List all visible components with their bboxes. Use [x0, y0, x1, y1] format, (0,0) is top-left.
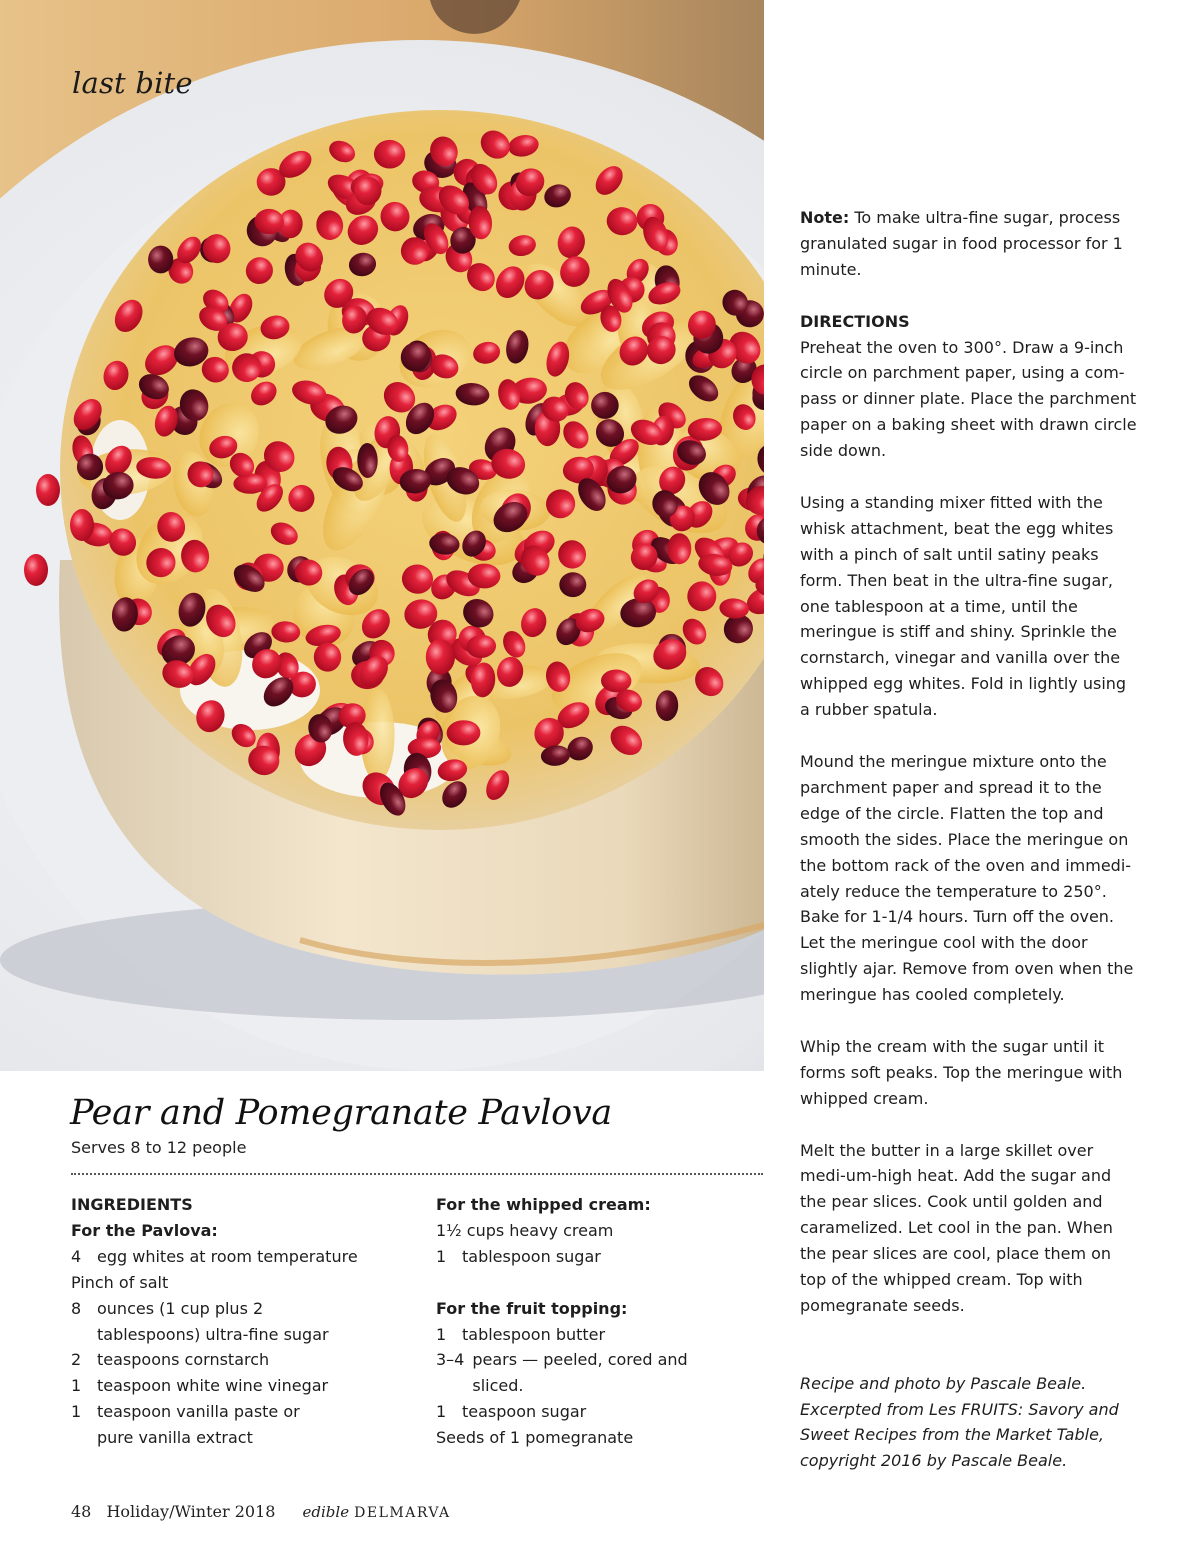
direction-step: Whip the cream with the sugar until it forms soft peaks. Top the meringue with whipped cream.	[800, 1036, 1123, 1108]
magazine-name: DELMARVA	[354, 1505, 451, 1521]
ingredient-item	[436, 1244, 756, 1270]
ingredient-item	[71, 1399, 416, 1451]
ingredient-qty: 1	[71, 1376, 82, 1396]
pomegranate-seed	[77, 454, 103, 481]
ingredients-column-middle	[436, 1192, 756, 1451]
dotted-divider	[71, 1173, 763, 1175]
recipe-title: Pear and Pomegranate Pavlova	[70, 1093, 612, 1133]
issue-label: Holiday/Winter 2018	[106, 1502, 276, 1521]
cream-subheading: For the whipped cream:	[436, 1195, 651, 1214]
page-footer	[71, 1502, 451, 1521]
ingredient-item	[436, 1322, 756, 1348]
recipe-serves: Serves 8 to 12 people	[71, 1138, 247, 1157]
ingredient-item	[71, 1373, 416, 1399]
ingredient-qty: 1	[71, 1402, 82, 1422]
ingredient-qty: 1	[436, 1324, 447, 1344]
ingredient-text: tablespoon sugar	[462, 1246, 601, 1266]
ingredients-column-left	[71, 1192, 416, 1451]
ingredient-text: teaspoon white wine vinegar	[97, 1376, 329, 1396]
ingredient-text: teaspoon vanilla paste or pure vanilla extract	[97, 1402, 300, 1448]
ingredient-qty: 2	[71, 1350, 82, 1370]
magazine-edible: edible	[302, 1503, 350, 1521]
recipe-credit: Recipe and photo by Pascale Beale. Excerpted from Les FRUITS: Savory and Sweet Recipes from the Market Table, copyright 2016 by Pascale Beale.	[800, 1373, 1119, 1471]
ingredient-item	[436, 1347, 756, 1399]
topping-subheading: For the fruit topping:	[436, 1298, 628, 1318]
ingredient-item	[436, 1218, 756, 1244]
pomegranate-seed	[148, 246, 173, 274]
ingredient-text: pears — peeled, cored and sliced.	[472, 1350, 688, 1396]
ingredient-item	[71, 1244, 416, 1270]
ingredient-text: teaspoons cornstarch	[97, 1350, 270, 1370]
ingredient-text: egg whites at room temperature	[97, 1246, 358, 1266]
ingredient-text: tablespoon butter	[462, 1324, 606, 1344]
section-label: last bite	[72, 66, 193, 100]
ingredient-text: teaspoon sugar	[462, 1402, 587, 1422]
note-paragraph	[800, 205, 1140, 283]
direction-step: Mound the meringue mixture onto the parchment paper and spread it to the edge of the circle. Flatten the top and smooth the sides. Place the meringue on the bottom rack of the oven and immedi-ately reduce the temperature to 250°. Bake for 1-1/4 hours. Turn off the oven. Let the meringue cool with the door slightly ajar. Remove from oven when the meringue has cooled completely.	[800, 751, 1134, 1005]
pomegranate-seed	[70, 509, 94, 541]
ingredient-item	[71, 1270, 416, 1296]
directions-heading: DIRECTIONS	[800, 311, 910, 331]
ingredient-qty: 3–4	[436, 1350, 465, 1370]
note-text: To make ultra-fine sugar, process granulated sugar in food processor for 1 minute.	[800, 208, 1123, 279]
ingredient-qty: 8	[71, 1298, 82, 1318]
ingredient-text: Pinch of salt	[71, 1272, 169, 1292]
pomegranate-seed	[24, 554, 48, 586]
directions-column	[800, 205, 1140, 1500]
note-label: Note:	[800, 208, 850, 227]
pomegranate-seed	[667, 533, 691, 564]
direction-step: Using a standing mixer fitted with the whisk attachment, beat the egg whites with a pinch of salt until satiny peaks form. Then beat in the ultra-fine sugar, one tablespoon at a time, until the meringue is stiff and shiny. Sprinkle the cornstarch, vinegar and vanilla over the whipped egg whites. Fold in lightly using a rubber spatula.	[800, 492, 1127, 720]
direction-step: Preheat the oven to 300°. Draw a 9-inch circle on parchment paper, using a com-pass or dinner plate. Place the parchment paper on a baking sheet with drawn circle side down.	[800, 337, 1137, 461]
ingredient-text: ounces (1 cup plus 2 tablespoons) ultra-fine sugar	[97, 1298, 329, 1344]
ingredient-qty: 1	[436, 1402, 447, 1422]
pavlova-subheading: For the Pavlova:	[71, 1220, 218, 1240]
ingredient-qty: 4	[71, 1246, 82, 1266]
ingredients-heading: INGREDIENTS	[71, 1195, 193, 1214]
pomegranate-seed	[36, 474, 60, 506]
recipe-photo	[0, 0, 764, 1071]
direction-step: Melt the butter in a large skillet over medi-um-high heat. Add the sugar and the pear slices. Cook until golden and caramelized. Let cool in the pan. When the pear slices are cool, place them on top of the whipped cream. Top with pomegranate seeds.	[800, 1140, 1113, 1315]
pomegranate-seed	[426, 639, 455, 674]
ingredient-item	[71, 1296, 416, 1348]
ingredient-item	[436, 1425, 756, 1451]
ingredient-item	[71, 1347, 416, 1373]
ingredient-text: Seeds of 1 pomegranate	[436, 1428, 634, 1448]
page-number: 48	[71, 1502, 92, 1521]
ingredient-text: 1½ cups heavy cream	[436, 1220, 614, 1240]
ingredient-item	[436, 1399, 756, 1425]
ingredient-qty: 1	[436, 1246, 447, 1266]
